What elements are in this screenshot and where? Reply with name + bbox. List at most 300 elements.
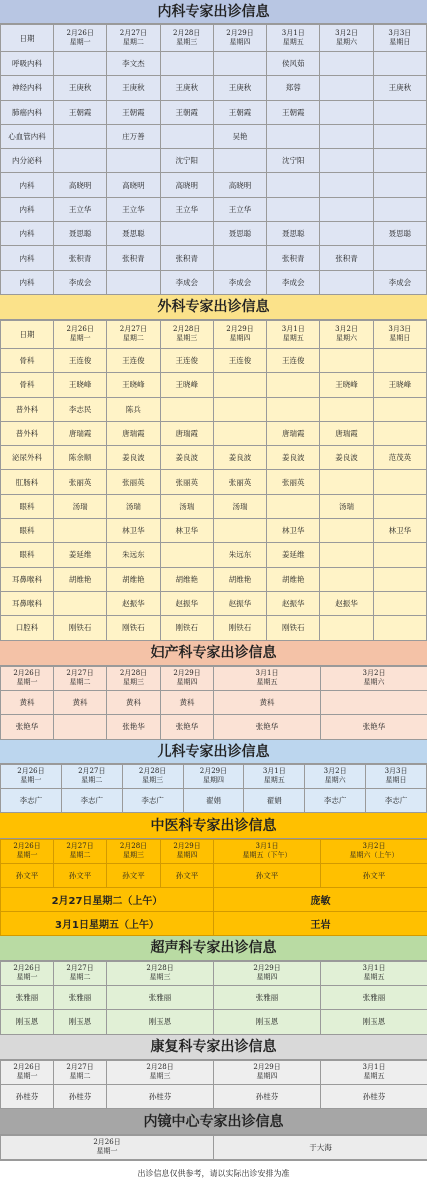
date-header-cell (1, 839, 54, 863)
doctor-cell: 黄科 (1, 690, 54, 715)
header-date: 2月29日 (226, 325, 254, 334)
table-row (1, 1010, 427, 1035)
header-row (1, 961, 427, 985)
kangfu-table (0, 1060, 427, 1109)
date-header-cell (107, 320, 160, 348)
header-date: 2月27日 (66, 964, 94, 973)
department-cell: 眼科 (1, 543, 54, 567)
doctor-cell: 汤瑞 (213, 494, 266, 518)
doctor-cell: 张雅丽 (1, 985, 54, 1010)
table-row (1, 446, 427, 470)
header-weekday: 星期一 (20, 776, 42, 785)
kangfu-title: 康复科专家出诊信息 (0, 1035, 427, 1060)
department-cell: 内科 (1, 197, 54, 221)
header-weekday: 星期五（下午） (242, 851, 292, 860)
doctor-cell: 姜良波 (213, 446, 266, 470)
table-row (1, 173, 427, 197)
doctor-cell: 高晓明 (213, 173, 266, 197)
neijing-table (0, 1135, 427, 1160)
table-row (1, 149, 427, 173)
doctor-cell (320, 519, 373, 543)
header-date: 2月29日 (226, 29, 254, 37)
header-weekday: 星期二 (69, 851, 91, 860)
date-header-cell (107, 1060, 214, 1084)
neijing-section (0, 1109, 427, 1160)
date-header-cell (107, 666, 161, 690)
header-weekday: 星期四 (176, 851, 198, 860)
doctor-cell (320, 173, 373, 197)
doctor-cell (267, 397, 320, 421)
header-row (1, 839, 427, 863)
date-header-cell (161, 839, 214, 863)
doctor-cell (373, 470, 426, 494)
date-header-cell (160, 320, 213, 348)
doctor-cell: 王晓峰 (54, 373, 107, 397)
header-weekday: 星期二 (69, 1072, 91, 1081)
doctor-cell: 姜良波 (160, 446, 213, 470)
table-row (1, 788, 427, 812)
doctor-cell: 王庚秋 (107, 76, 160, 100)
doctor-cell: 王连俊 (160, 348, 213, 372)
doctor-cell (373, 567, 426, 591)
doctor-cell: 汤瑞 (107, 494, 160, 518)
doctor-cell: 朱远东 (213, 543, 266, 567)
neijing-date-cell: 2月26日 星期一 (1, 1135, 214, 1159)
header-weekday: 星期二 (122, 38, 144, 46)
department-cell: 耳鼻喉科 (1, 567, 54, 591)
header-date: 2月28日 (146, 1063, 174, 1072)
doctor-cell (373, 246, 426, 270)
doctor-cell: 黄科 (107, 690, 161, 715)
table-row (1, 197, 427, 221)
header-date: 3月1日 (262, 767, 286, 776)
doctor-cell: 聂思聪 (107, 222, 160, 246)
doctor-cell: 孙文平 (321, 863, 427, 887)
doctor-cell: 汤瑞 (160, 494, 213, 518)
doctor-cell (320, 567, 373, 591)
header-weekday: 星期四 (229, 334, 251, 343)
department-cell: 内分泌科 (1, 149, 54, 173)
header-row (1, 666, 427, 690)
doctor-cell (373, 421, 426, 445)
doctor-cell: 高晓明 (107, 173, 160, 197)
doctor-cell: 胡维艳 (267, 567, 320, 591)
header-date: 2月26日 (13, 964, 41, 973)
neike-table (0, 24, 427, 295)
doctor-cell: 张丽英 (213, 470, 266, 494)
date-header-cell (373, 320, 426, 348)
date-header-cell (61, 764, 122, 788)
doctor-cell: 李成会 (54, 270, 107, 294)
fuchan-title: 妇产科专家出诊信息 (0, 641, 427, 666)
doctor-cell: 刚铁石 (54, 616, 107, 640)
doctor-cell: 张艳华 (161, 715, 214, 740)
date-header-cell (160, 25, 213, 52)
zhongyi-table (0, 839, 427, 936)
doctor-cell: 李成会 (213, 270, 266, 294)
doctor-cell (373, 591, 426, 615)
doctor-cell: 王立华 (107, 197, 160, 221)
doctor-cell (54, 715, 107, 740)
table-row (1, 124, 427, 148)
doctor-cell (160, 222, 213, 246)
doctor-cell: 刚铁石 (213, 616, 266, 640)
header-weekday: 星期三 (123, 678, 144, 687)
date-header-cell (214, 961, 321, 985)
header-date: 3月2日 (323, 767, 347, 776)
header-date: 2月27日 (119, 325, 148, 334)
doctor-cell: 陈余顺 (54, 446, 107, 470)
doctor-cell: 王庚秋 (213, 76, 266, 100)
doctor-cell: 王连俊 (107, 348, 160, 372)
table-row (1, 494, 427, 518)
header-date: 2月26日 (13, 1063, 41, 1072)
header-date: 3月2日 (362, 669, 386, 678)
doctor-cell (267, 124, 320, 148)
header-weekday: 星期四 (229, 38, 251, 46)
doctor-cell: 孙桂芬 (214, 1084, 321, 1108)
doctor-cell: 张艳华 (214, 715, 321, 740)
doctor-cell (213, 397, 266, 421)
doctor-cell: 李志广 (1, 788, 62, 812)
header-weekday: 星期五 (282, 38, 304, 46)
doctor-cell (320, 197, 373, 221)
table-row (1, 348, 427, 372)
doctor-cell: 孙文平 (1, 863, 54, 887)
erke-title: 儿科专家出诊信息 (0, 740, 427, 764)
department-cell: 内科 (1, 173, 54, 197)
header-weekday: 星期三 (149, 1072, 171, 1081)
special-row (1, 911, 427, 935)
department-cell: 眼科 (1, 519, 54, 543)
date-header-cell (214, 839, 321, 863)
doctor-cell: 王连俊 (213, 348, 266, 372)
doctor-cell: 张艳华 (1, 715, 54, 740)
doctor-cell (320, 100, 373, 124)
header-date: 2月26日 (13, 842, 41, 851)
doctor-cell: 汤瑞 (54, 494, 107, 518)
doctor-cell: 张艳华 (321, 715, 427, 740)
department-cell: 耳鼻喉科 (1, 591, 54, 615)
doctor-cell (54, 52, 107, 76)
table-row (1, 567, 427, 591)
department-cell: 泌尿外科 (1, 446, 54, 470)
table-row (1, 591, 427, 615)
header-date: 3月1日 (255, 669, 279, 678)
doctor-cell: 林卫华 (107, 519, 160, 543)
doctor-cell: 李文杰 (107, 52, 160, 76)
doctor-cell: 林卫华 (373, 519, 426, 543)
header-date: 3月1日 (362, 964, 386, 973)
doctor-cell: 刚铁石 (107, 616, 160, 640)
footer-note: 出诊信息仅供参考，请以实际出诊安排为准 (0, 1160, 427, 1186)
table-row (1, 985, 427, 1010)
doctor-cell: 唐瑞霞 (320, 421, 373, 445)
header-date: 2月28日 (119, 669, 148, 678)
doctor-cell: 赵振华 (160, 591, 213, 615)
doctor-cell: 王连俊 (267, 348, 320, 372)
header-date: 2月26日 (66, 325, 94, 334)
doctor-cell: 王晓峰 (160, 373, 213, 397)
doctor-cell: 唐瑞霞 (54, 421, 107, 445)
doctor-cell: 赵振华 (320, 591, 373, 615)
doctor-cell: 张积青 (267, 246, 320, 270)
header-weekday: 星期五 (263, 776, 285, 785)
doctor-cell: 胡维艳 (160, 567, 213, 591)
doctor-cell (373, 149, 426, 173)
doctor-cell: 黄科 (214, 690, 321, 715)
header-weekday: 星期四 (256, 1072, 278, 1081)
doctor-cell: 张丽英 (267, 470, 320, 494)
zhongyi-section (0, 813, 427, 936)
header-date: 2月29日 (253, 964, 281, 973)
date-header-cell (107, 25, 160, 52)
date-header-cell (321, 961, 427, 985)
header-date: 2月28日 (173, 29, 201, 37)
header-weekday: 星期五 (282, 334, 304, 343)
doctor-cell: 王立华 (54, 197, 107, 221)
department-cell: 普外科 (1, 397, 54, 421)
header-date: 2月27日 (66, 1063, 94, 1072)
date-header-cell (267, 25, 320, 52)
doctor-cell: 聂思聪 (267, 222, 320, 246)
doctor-cell: 张雅丽 (214, 985, 321, 1010)
doctor-cell: 孙文平 (161, 863, 214, 887)
doctor-cell (373, 348, 426, 372)
doctor-cell (320, 616, 373, 640)
table-row (1, 519, 427, 543)
header-row (1, 1060, 427, 1084)
header-date: 3月1日 (281, 325, 305, 334)
doctor-cell: 黄科 (54, 690, 107, 715)
header-date: 2月28日 (138, 767, 167, 776)
date-header-cell (54, 25, 107, 52)
header-weekday: 星期三 (142, 776, 164, 785)
doctor-cell (267, 373, 320, 397)
fuchan-table (0, 666, 427, 740)
date-header-cell (321, 839, 427, 863)
department-cell: 呼吸内科 (1, 52, 54, 76)
doctor-cell: 张雅丽 (321, 985, 427, 1010)
header-date: 2月27日 (119, 29, 148, 37)
header-weekday: 星期四 (256, 973, 278, 982)
doctor-cell (373, 100, 426, 124)
doctor-cell: 唐瑞霞 (107, 421, 160, 445)
doctor-cell: 李志广 (122, 788, 183, 812)
doctor-cell (320, 222, 373, 246)
header-row (1, 25, 427, 52)
date-header-cell (214, 666, 321, 690)
doctor-cell: 沈宁阳 (160, 149, 213, 173)
doctor-cell: 王庚秋 (54, 76, 107, 100)
neike-section (0, 0, 427, 295)
doctor-cell (54, 124, 107, 148)
special-row (1, 887, 427, 911)
doctor-cell (373, 543, 426, 567)
header-weekday: 星期五 (363, 973, 385, 982)
doctor-cell: 刚玉恩 (1, 1010, 54, 1035)
header-date: 3月1日 (255, 842, 279, 851)
doctor-cell: 赵振华 (213, 591, 266, 615)
doctor-cell (321, 690, 427, 715)
header-date: 2月26日 (66, 29, 94, 37)
doctor-cell (373, 494, 426, 518)
department-cell: 内科 (1, 222, 54, 246)
doctor-cell: 聂思聪 (373, 222, 426, 246)
doctor-cell: 张雅丽 (107, 985, 214, 1010)
doctor-cell: 李志广 (61, 788, 122, 812)
doctor-cell (54, 149, 107, 173)
header-date: 3月2日 (335, 29, 358, 37)
doctor-cell: 聂思聪 (54, 222, 107, 246)
department-cell: 肛肠科 (1, 470, 54, 494)
doctor-cell (320, 348, 373, 372)
header-weekday: 星期六 (363, 678, 385, 687)
doctor-cell: 刚玉恩 (321, 1010, 427, 1035)
doctor-cell: 王朝霞 (213, 100, 266, 124)
doctor-cell (267, 173, 320, 197)
header-date: 2月27日 (66, 669, 94, 678)
department-cell: 普外科 (1, 421, 54, 445)
header-weekday: 星期一 (16, 678, 38, 687)
date-header-cell (267, 320, 320, 348)
doctor-cell: 姜良波 (320, 446, 373, 470)
doctor-cell: 刚铁石 (160, 616, 213, 640)
doctor-cell (160, 397, 213, 421)
header-weekday: 星期日 (389, 334, 411, 343)
header-date: 2月29日 (173, 669, 201, 678)
doctor-cell: 胡维艳 (213, 567, 266, 591)
doctor-cell (373, 397, 426, 421)
doctor-cell: 孙桂芬 (1, 1084, 54, 1108)
doctor-cell: 李志广 (366, 788, 427, 812)
table-row (1, 1084, 427, 1108)
header-date: 2月29日 (253, 1063, 281, 1072)
doctor-cell: 张积青 (320, 246, 373, 270)
date-header-cell (1, 764, 62, 788)
date-header-cell (54, 839, 107, 863)
header-weekday: 星期一 (16, 1072, 38, 1081)
header-weekday: 星期三 (149, 973, 171, 982)
doctor-cell: 刚玉恩 (107, 1010, 214, 1035)
doctor-cell (320, 470, 373, 494)
date-header-cell (107, 961, 214, 985)
erke-section (0, 740, 427, 813)
table-row (1, 222, 427, 246)
doctor-cell: 朱远东 (107, 543, 160, 567)
doctor-cell (373, 616, 426, 640)
doctor-cell: 刚铁石 (267, 616, 320, 640)
doctor-cell: 姜延维 (54, 543, 107, 567)
header-weekday: 星期三 (123, 851, 144, 860)
doctor-cell: 汤瑞 (320, 494, 373, 518)
table-row (1, 52, 427, 76)
table-row (1, 543, 427, 567)
header-date: 3月1日 (281, 29, 305, 37)
fuchan-section (0, 641, 427, 740)
doctor-cell: 张丽英 (54, 470, 107, 494)
doctor-cell (320, 397, 373, 421)
doctor-cell: 林卫华 (160, 519, 213, 543)
table-row (1, 373, 427, 397)
date-header-cell (320, 320, 373, 348)
doctor-cell: 孙文平 (214, 863, 321, 887)
department-cell: 肺癌内科 (1, 100, 54, 124)
date-header-cell (107, 839, 161, 863)
doctor-cell: 黄科 (161, 690, 214, 715)
header-weekday: 星期六（上午） (349, 851, 399, 860)
doctor-cell (267, 197, 320, 221)
doctor-cell: 王庚秋 (373, 76, 426, 100)
doctor-cell: 高晓明 (54, 173, 107, 197)
doctor-cell: 王连俊 (54, 348, 107, 372)
doctor-cell (320, 543, 373, 567)
doctor-cell: 孙文平 (54, 863, 107, 887)
doctor-cell (213, 421, 266, 445)
doctor-cell: 李成会 (160, 270, 213, 294)
doctor-cell (213, 246, 266, 270)
header-weekday: 星期日 (385, 776, 407, 785)
doctor-cell (320, 124, 373, 148)
header-date: 3月1日 (362, 1063, 386, 1072)
doctor-cell: 林卫华 (267, 519, 320, 543)
header-weekday: 星期二 (122, 334, 144, 343)
zhongyi-title: 中医科专家出诊信息 (0, 813, 427, 839)
date-header-cell (54, 666, 107, 690)
doctor-cell (373, 197, 426, 221)
waike-table (0, 320, 427, 641)
header-weekday: 星期日 (389, 38, 411, 46)
date-header-cell (320, 25, 373, 52)
chaosheng-title: 超声科专家出诊信息 (0, 936, 427, 961)
header-date: 2月28日 (146, 964, 174, 973)
table-row (1, 421, 427, 445)
doctor-cell (54, 519, 107, 543)
date-header-cell (54, 320, 107, 348)
neijing-doctor-cell: 于大海 (214, 1135, 427, 1159)
header-weekday: 星期五 (363, 1072, 385, 1081)
special-doctor-cell: 庞敏 (214, 887, 427, 911)
special-time-cell: 3月1日星期五（上午） (1, 911, 214, 935)
doctor-cell: 张积青 (107, 246, 160, 270)
header-date: 2月29日 (199, 767, 228, 776)
doctor-cell: 孙桂芬 (107, 1084, 214, 1108)
doctor-cell (160, 52, 213, 76)
doctor-cell: 郑蓉 (267, 76, 320, 100)
date-header-cell (366, 764, 427, 788)
doctor-cell (213, 519, 266, 543)
date-header-cell (54, 1060, 107, 1084)
header-date: 2月27日 (78, 767, 106, 776)
doctor-cell: 孙文平 (107, 863, 161, 887)
doctor-cell: 范茂英 (373, 446, 426, 470)
header-date: 2月28日 (119, 842, 148, 851)
doctor-cell (54, 591, 107, 615)
chaosheng-section (0, 936, 427, 1035)
doctor-cell (213, 373, 266, 397)
table-row (1, 76, 427, 100)
header-date: 3月2日 (362, 842, 386, 851)
date-header-cell (1, 666, 54, 690)
date-header-cell (122, 764, 183, 788)
table-row (1, 246, 427, 270)
header-date: 3月3日 (388, 29, 412, 37)
doctor-cell: 庄万善 (107, 124, 160, 148)
table-row (1, 270, 427, 294)
header-row (1, 764, 427, 788)
date-header-cell (244, 764, 305, 788)
header-weekday: 星期一 (69, 334, 91, 343)
